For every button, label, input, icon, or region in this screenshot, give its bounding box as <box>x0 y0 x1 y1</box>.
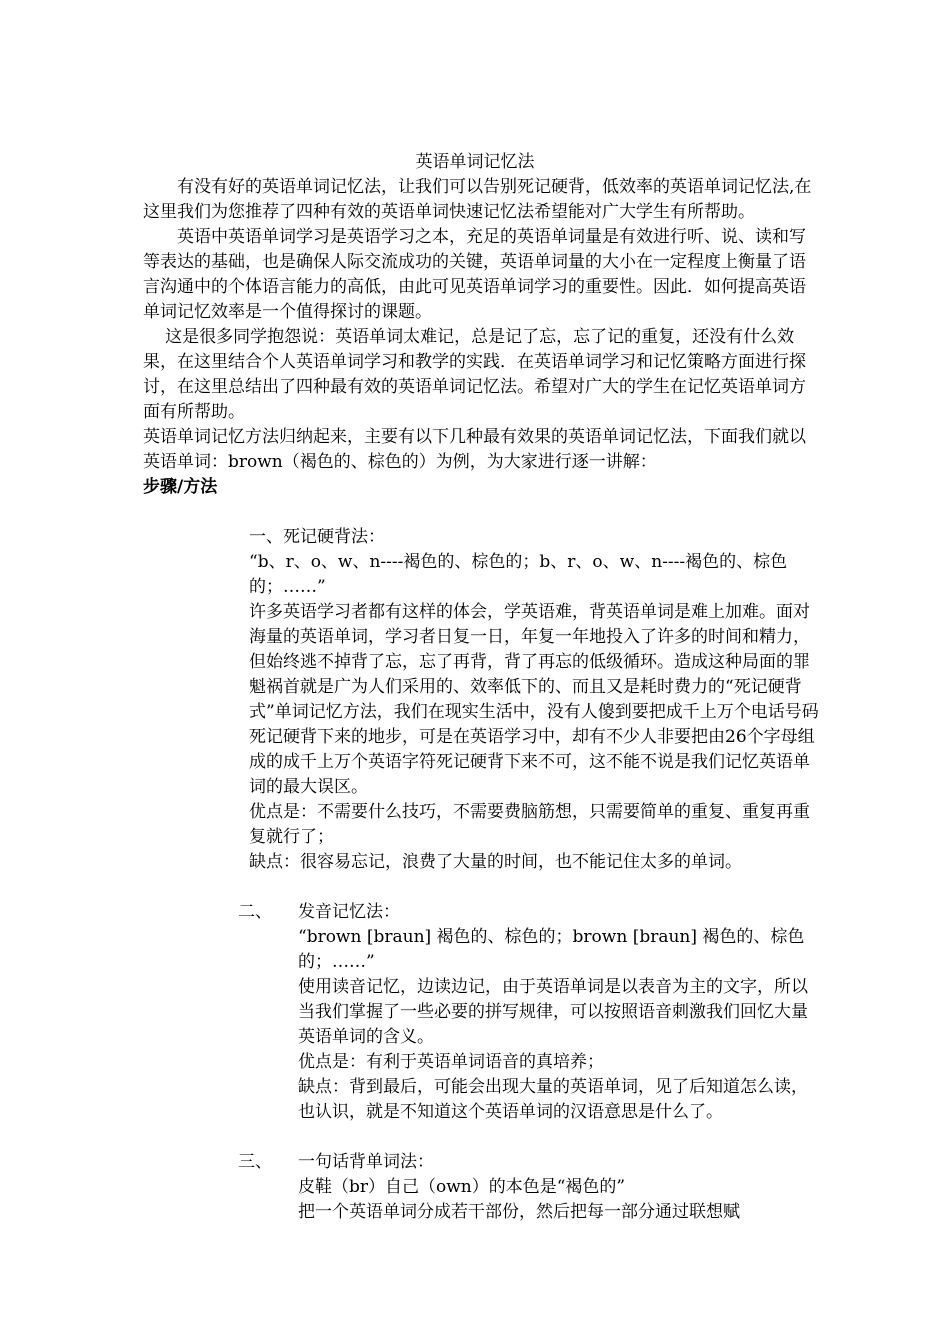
method-1-example: “b、r、o、w、n----褐色的、棕色的；b、r、o、w、n----褐色的、棕色的；……” <box>249 552 788 597</box>
page-title: 英语单词记忆法 <box>415 152 535 172</box>
method-1-section <box>249 525 819 875</box>
method-2-example: “brown [braun] 褐色的、棕色的；brown [braun] 褐色的、棕色的；……” <box>298 927 805 972</box>
method-1-body: 许多英语学习者都有这样的体会，学英语难，背英语单词是难上加难。面对海量的英语单词，学习者日复一日，年复一年地投入了许多的时间和精力，但始终逃不掉背了忘，忘了再背，背了再忘的低级循环。造成这种局面的罪魁祸首就是广为人们采用的、效率低下的、而且又是耗时费力的“死记硬背式”单词记忆方法，我们在现实生活中，没有人傻到要把成千上万个电话号码死记硬背下来的地步，可是在英语学习中，却有不少人非要把由26个字母组成的成千上万个英语字符死记硬背下来不可，这不能不说是我们记忆英语单词的最大误区。 <box>249 602 819 797</box>
method-2-number: 二、 <box>238 902 272 922</box>
steps-heading: 步骤/方法 <box>143 477 218 497</box>
intro-paragraph-1: 有没有好的英语单词记忆法，让我们可以告别死记硬背，低效率的英语单词记忆法,在这里我们为您推荐了四种有效的英语单词快速记忆法希望能对广大学生有所帮助。 <box>143 177 812 222</box>
method-2-body: 使用读音记忆，边读边记，由于英语单词是以表音为主的文字，所以当我们掌握了一些必要的拼写规律，可以按照语音刺激我们回忆大量英语单词的含义。 <box>298 977 808 1047</box>
method-2-heading: 发音记忆法： <box>298 902 400 922</box>
method-3-number: 三、 <box>238 1152 272 1172</box>
method-1-pros: 优点是：不需要什么技巧，不需要费脑筋想，只需要简单的重复、重复再重复就行了； <box>249 802 810 847</box>
intro-paragraph-3: 这是很多同学抱怨说：英语单词太难记，总是记了忘，忘了记的重复，还没有什么效果，在这里结合个人英语单词学习和教学的实践．在英语单词学习和记忆策略方面进行探讨，在这里总结出了四种最有效的英语单词记忆法。希望对广大的学生在记忆英语单词方面有所帮助。 <box>143 327 806 422</box>
method-2-heading-row <box>238 900 400 925</box>
method-1-cons: 缺点：很容易忘记，浪费了大量的时间，也不能记住太多的单词。 <box>249 852 742 872</box>
summary-paragraph: 英语单词记忆方法归纳起来，主要有以下几种最有效果的英语单词记忆法，下面我们就以英语单词：brown（褐色的、棕色的）为例，为大家进行逐一讲解： <box>143 427 806 472</box>
method-3-body: 把一个英语单词分成若干部份，然后把每一部分通过联想赋 <box>298 1202 740 1222</box>
method-3-example: 皮鞋（br）自己（own）的本色是“褐色的” <box>298 1177 626 1197</box>
method-3-heading: 一句话背单词法： <box>298 1152 434 1172</box>
intro-section <box>143 175 815 500</box>
method-3-heading-row <box>238 1150 434 1175</box>
intro-paragraph-2: 英语中英语单词学习是英语学习之本，充足的英语单词量是有效进行听、说、读和写等表达的基础，也是确保人际交流成功的关键，英语单词量的大小在一定程度上衡量了语言沟通中的个体语言能力的高低，由此可见英语单词学习的重要性。因此．如何提高英语单词记忆效率是一个值得探讨的课题。 <box>143 227 806 322</box>
method-2-pros: 优点是：有利于英语单词语音的真培养； <box>298 1052 604 1072</box>
method-1-heading: 一、死记硬背法： <box>249 527 385 547</box>
method-2-section <box>298 925 813 1125</box>
method-3-section <box>298 1175 813 1225</box>
method-2-cons: 缺点：背到最后，可能会出现大量的英语单词，见了后知道怎么读，也认识，就是不知道这个英语单词的汉语意思是什么了。 <box>298 1077 808 1122</box>
